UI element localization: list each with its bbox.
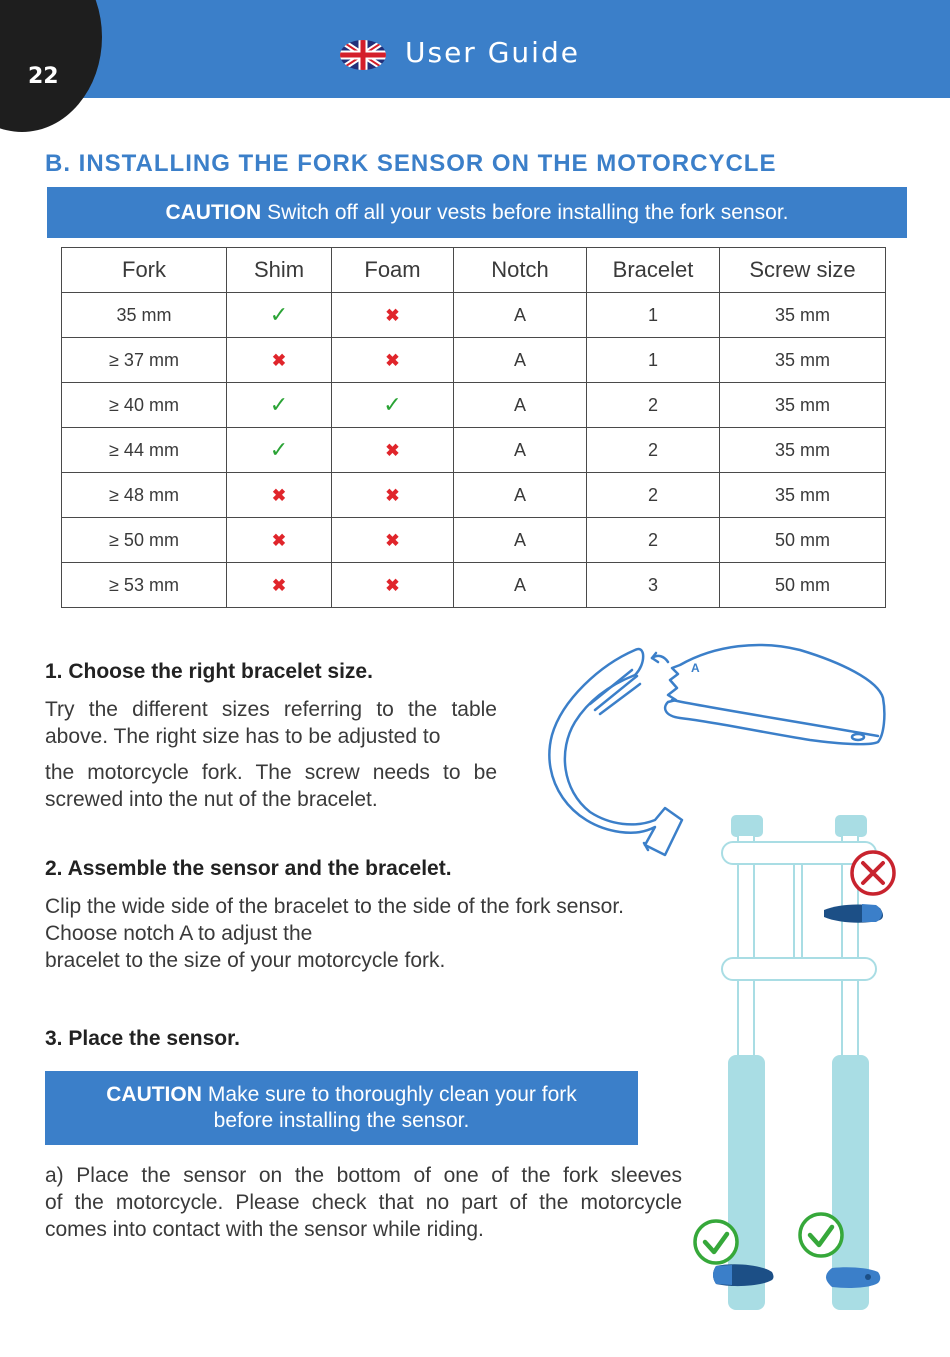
step1-line: the motorcycle fork. The screw needs to be bbox=[45, 761, 497, 784]
caution-label: CAUTION bbox=[165, 200, 262, 224]
step3-line: of the motorcycle. Please check that no part of the motorcycle bbox=[45, 1191, 682, 1214]
bracelet-cell: 2 bbox=[587, 518, 720, 563]
section-title: B. INSTALLING THE FORK SENSOR ON THE MOTORCYCLE bbox=[45, 150, 777, 177]
fork-size-cell: ≥ 44 mm bbox=[62, 428, 227, 473]
uk-flag-icon bbox=[340, 40, 386, 70]
step3-text bbox=[45, 1162, 682, 1243]
shim-cell bbox=[227, 428, 332, 473]
foam-cell bbox=[332, 428, 454, 473]
table-body bbox=[62, 293, 886, 608]
foam-cell bbox=[332, 338, 454, 383]
foam-cell bbox=[332, 383, 454, 428]
fork-size-cell: ≥ 50 mm bbox=[62, 518, 227, 563]
cross-mark-icon: ✖ bbox=[385, 305, 400, 325]
cross-mark-icon: ✖ bbox=[385, 440, 400, 460]
fork-compatibility-table bbox=[61, 247, 886, 608]
column-header-shim: Shim bbox=[227, 248, 332, 293]
correct-position-check-icon bbox=[695, 1221, 737, 1263]
step2-heading: 2. Assemble the sensor and the bracelet. bbox=[45, 857, 452, 880]
screw-size-cell: 50 mm bbox=[720, 518, 886, 563]
page-number: 22 bbox=[28, 64, 59, 89]
shim-cell bbox=[227, 383, 332, 428]
step3-line: a) Place the sensor on the bottom of one of the fork sleeves bbox=[45, 1164, 682, 1187]
screw-size-cell: 35 mm bbox=[720, 383, 886, 428]
cross-mark-icon: ✖ bbox=[385, 530, 400, 550]
caution-banner bbox=[47, 187, 907, 238]
caution-box-clean-fork bbox=[45, 1071, 638, 1145]
caution-text: before installing the sensor. bbox=[213, 1109, 470, 1132]
step3-line: comes into contact with the sensor while riding. bbox=[45, 1218, 484, 1241]
caution-text: Switch off all your vests before installing the fork sensor. bbox=[267, 200, 789, 224]
fork-size-cell: ≥ 37 mm bbox=[62, 338, 227, 383]
step1-text bbox=[45, 696, 497, 813]
notch-cell: A bbox=[454, 338, 587, 383]
fork-size-cell: ≥ 53 mm bbox=[62, 563, 227, 608]
step1-line: screwed into the nut of the bracelet. bbox=[45, 788, 378, 811]
foam-cell bbox=[332, 473, 454, 518]
notch-label: A bbox=[691, 661, 700, 675]
correct-position-check-icon bbox=[800, 1214, 842, 1256]
screw-size-cell: 35 mm bbox=[720, 473, 886, 518]
caution-label: CAUTION bbox=[106, 1083, 202, 1106]
screw-size-cell: 35 mm bbox=[720, 428, 886, 473]
cross-mark-icon: ✖ bbox=[385, 575, 400, 595]
table-row bbox=[62, 473, 886, 518]
shim-cell bbox=[227, 293, 332, 338]
notch-cell: A bbox=[454, 293, 587, 338]
step2-line: Choose notch A to adjust the bbox=[45, 922, 313, 945]
bracelet-cell: 1 bbox=[587, 293, 720, 338]
bracelet-cell: 2 bbox=[587, 383, 720, 428]
column-header-bracelet: Bracelet bbox=[587, 248, 720, 293]
fork-size-cell: ≥ 40 mm bbox=[62, 383, 227, 428]
table-row bbox=[62, 518, 886, 563]
bracelet-cell: 1 bbox=[587, 338, 720, 383]
notch-cell: A bbox=[454, 518, 587, 563]
wrong-position-cross-icon bbox=[852, 852, 894, 894]
shim-cell bbox=[227, 473, 332, 518]
screw-size-cell: 50 mm bbox=[720, 563, 886, 608]
check-mark-icon: ✓ bbox=[383, 392, 402, 417]
step2-line: Clip the wide side of the bracelet to the side of the fork sensor. bbox=[45, 895, 624, 918]
notch-cell: A bbox=[454, 563, 587, 608]
step2-line: bracelet to the size of your motorcycle fork. bbox=[45, 949, 446, 972]
page-header bbox=[0, 0, 950, 98]
notch-cell: A bbox=[454, 473, 587, 518]
check-mark-icon: ✓ bbox=[269, 437, 289, 462]
shim-cell bbox=[227, 563, 332, 608]
table-row bbox=[62, 383, 886, 428]
column-header-fork: Fork bbox=[62, 248, 227, 293]
table-header-row bbox=[62, 248, 886, 293]
sensor-correct-right bbox=[826, 1267, 880, 1288]
shim-cell bbox=[227, 518, 332, 563]
bracelet-cell: 3 bbox=[587, 563, 720, 608]
header-title: User Guide bbox=[405, 36, 580, 69]
check-mark-icon: ✓ bbox=[269, 302, 289, 327]
cross-mark-icon: ✖ bbox=[385, 485, 400, 505]
screw-size-cell: 35 mm bbox=[720, 338, 886, 383]
check-mark-icon: ✓ bbox=[269, 392, 289, 417]
column-header-screw-size: Screw size bbox=[720, 248, 886, 293]
foam-cell bbox=[332, 293, 454, 338]
step1-line: above. The right size has to be adjusted to bbox=[45, 725, 441, 748]
step1-line: Try the different sizes referring to the table bbox=[45, 698, 497, 721]
fork-sensor-outline bbox=[665, 645, 884, 744]
step2-text bbox=[45, 893, 624, 974]
notch-cell: A bbox=[454, 383, 587, 428]
bracelet-outline bbox=[549, 649, 682, 855]
cross-mark-icon: ✖ bbox=[385, 350, 400, 370]
step1-heading: 1. Choose the right bracelet size. bbox=[45, 660, 373, 683]
foam-cell bbox=[332, 518, 454, 563]
shim-cell bbox=[227, 338, 332, 383]
table-row bbox=[62, 338, 886, 383]
fork-placement-illustration bbox=[690, 810, 905, 1320]
column-header-notch: Notch bbox=[454, 248, 587, 293]
screw-size-cell: 35 mm bbox=[720, 293, 886, 338]
fork-size-cell: ≥ 48 mm bbox=[62, 473, 227, 518]
bracelet-cell: 2 bbox=[587, 428, 720, 473]
foam-cell bbox=[332, 563, 454, 608]
table-row bbox=[62, 563, 886, 608]
fork-size-cell: 35 mm bbox=[62, 293, 227, 338]
table-row bbox=[62, 293, 886, 338]
column-header-foam: Foam bbox=[332, 248, 454, 293]
caution-text: Make sure to thoroughly clean your fork bbox=[207, 1083, 577, 1106]
cross-mark-icon: ✖ bbox=[271, 575, 287, 595]
cross-mark-icon: ✖ bbox=[271, 350, 287, 370]
notch-cell: A bbox=[454, 428, 587, 473]
cross-mark-icon: ✖ bbox=[271, 530, 287, 550]
bracelet-cell: 2 bbox=[587, 473, 720, 518]
table-row bbox=[62, 428, 886, 473]
step3-heading: 3. Place the sensor. bbox=[45, 1027, 240, 1050]
cross-mark-icon: ✖ bbox=[271, 485, 287, 505]
